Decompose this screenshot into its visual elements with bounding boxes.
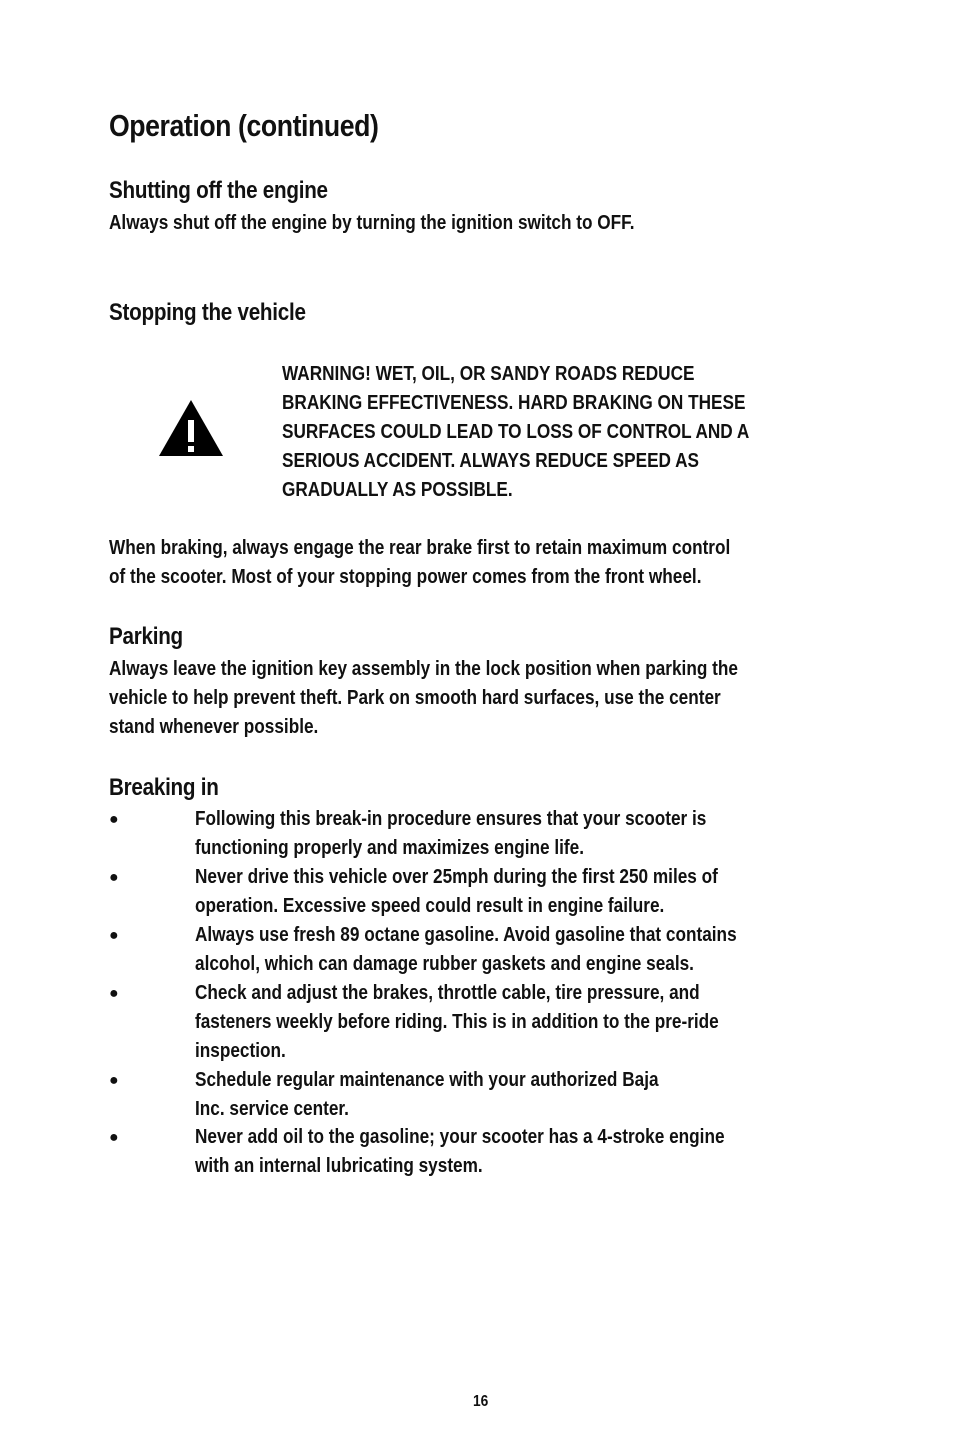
parking-paragraph: [109, 655, 738, 742]
warning-line: SURFACES COULD LEAD TO LOSS OF CONTROL AND A: [282, 421, 750, 443]
parking-line: stand whenever possible.: [109, 716, 319, 738]
warning-triangle-icon: [157, 398, 225, 458]
heading-stopping: Stopping the vehicle: [109, 299, 306, 326]
parking-line: Always leave the ignition key assembly in the lock position when parking the: [109, 658, 738, 680]
shutoff-paragraph: [109, 209, 635, 238]
list-item-line: inspection.: [195, 1040, 286, 1062]
heading-shutting-off: Shutting off the engine: [109, 177, 328, 204]
bullet-icon: ●: [109, 811, 119, 828]
bullet-icon: ●: [109, 927, 119, 944]
list-item-line: Following this break-in procedure ensures that your scooter is: [195, 808, 707, 830]
list-item-text: [195, 1066, 659, 1124]
shutoff-line: Always shut off the engine by turning the ignition switch to OFF.: [109, 212, 635, 234]
list-item-text: [195, 979, 719, 1066]
list-item-line: with an internal lubricating system.: [195, 1155, 483, 1177]
bullet-icon: ●: [109, 869, 119, 886]
list-item-line: operation. Excessive speed could result in engine failure.: [195, 895, 665, 917]
bullet-icon: ●: [109, 1129, 119, 1146]
list-item-line: functioning properly and maximizes engine life.: [195, 837, 584, 859]
list-item-line: alcohol, which can damage rubber gaskets and engine seals.: [195, 953, 694, 975]
bullet-icon: ●: [109, 1072, 119, 1089]
list-item-line: Check and adjust the brakes, throttle cable, tire pressure, and: [195, 982, 700, 1004]
warning-text: [282, 360, 749, 505]
list-item-line: Inc. service center.: [195, 1098, 349, 1120]
warning-line: GRADUALLY AS POSSIBLE.: [282, 479, 513, 501]
page-title: Operation (continued): [109, 108, 379, 143]
braking-line: When braking, always engage the rear brake first to retain maximum control: [109, 537, 731, 559]
list-item-text: [195, 805, 706, 863]
warning-line: BRAKING EFFECTIVENESS. HARD BRAKING ON THESE: [282, 392, 746, 414]
warning-line: SERIOUS ACCIDENT. ALWAYS REDUCE SPEED AS: [282, 450, 700, 472]
heading-parking: Parking: [109, 623, 183, 650]
list-item-line: fasteners weekly before riding. This is in addition to the pre-ride: [195, 1011, 719, 1033]
warning-line: WARNING! WET, OIL, OR SANDY ROADS REDUCE: [282, 363, 695, 385]
list-item-line: Never add oil to the gasoline; your scooter has a 4-stroke engine: [195, 1126, 725, 1148]
bullet-icon: ●: [109, 985, 119, 1002]
list-item-line: Always use fresh 89 octane gasoline. Avoid gasoline that contains: [195, 924, 737, 946]
parking-line: vehicle to help prevent theft. Park on smooth hard surfaces, use the center: [109, 687, 721, 709]
page-number: 16: [473, 1393, 489, 1410]
list-item-text: [195, 1123, 725, 1181]
list-item-line: Never drive this vehicle over 25mph during the first 250 miles of: [195, 866, 718, 888]
heading-breaking-in: Breaking in: [109, 774, 219, 801]
list-item-text: [195, 863, 718, 921]
list-item-line: Schedule regular maintenance with your authorized Baja: [195, 1069, 659, 1091]
braking-line: of the scooter. Most of your stopping power comes from the front wheel.: [109, 566, 702, 588]
braking-paragraph: [109, 534, 730, 592]
list-item-text: [195, 921, 737, 979]
